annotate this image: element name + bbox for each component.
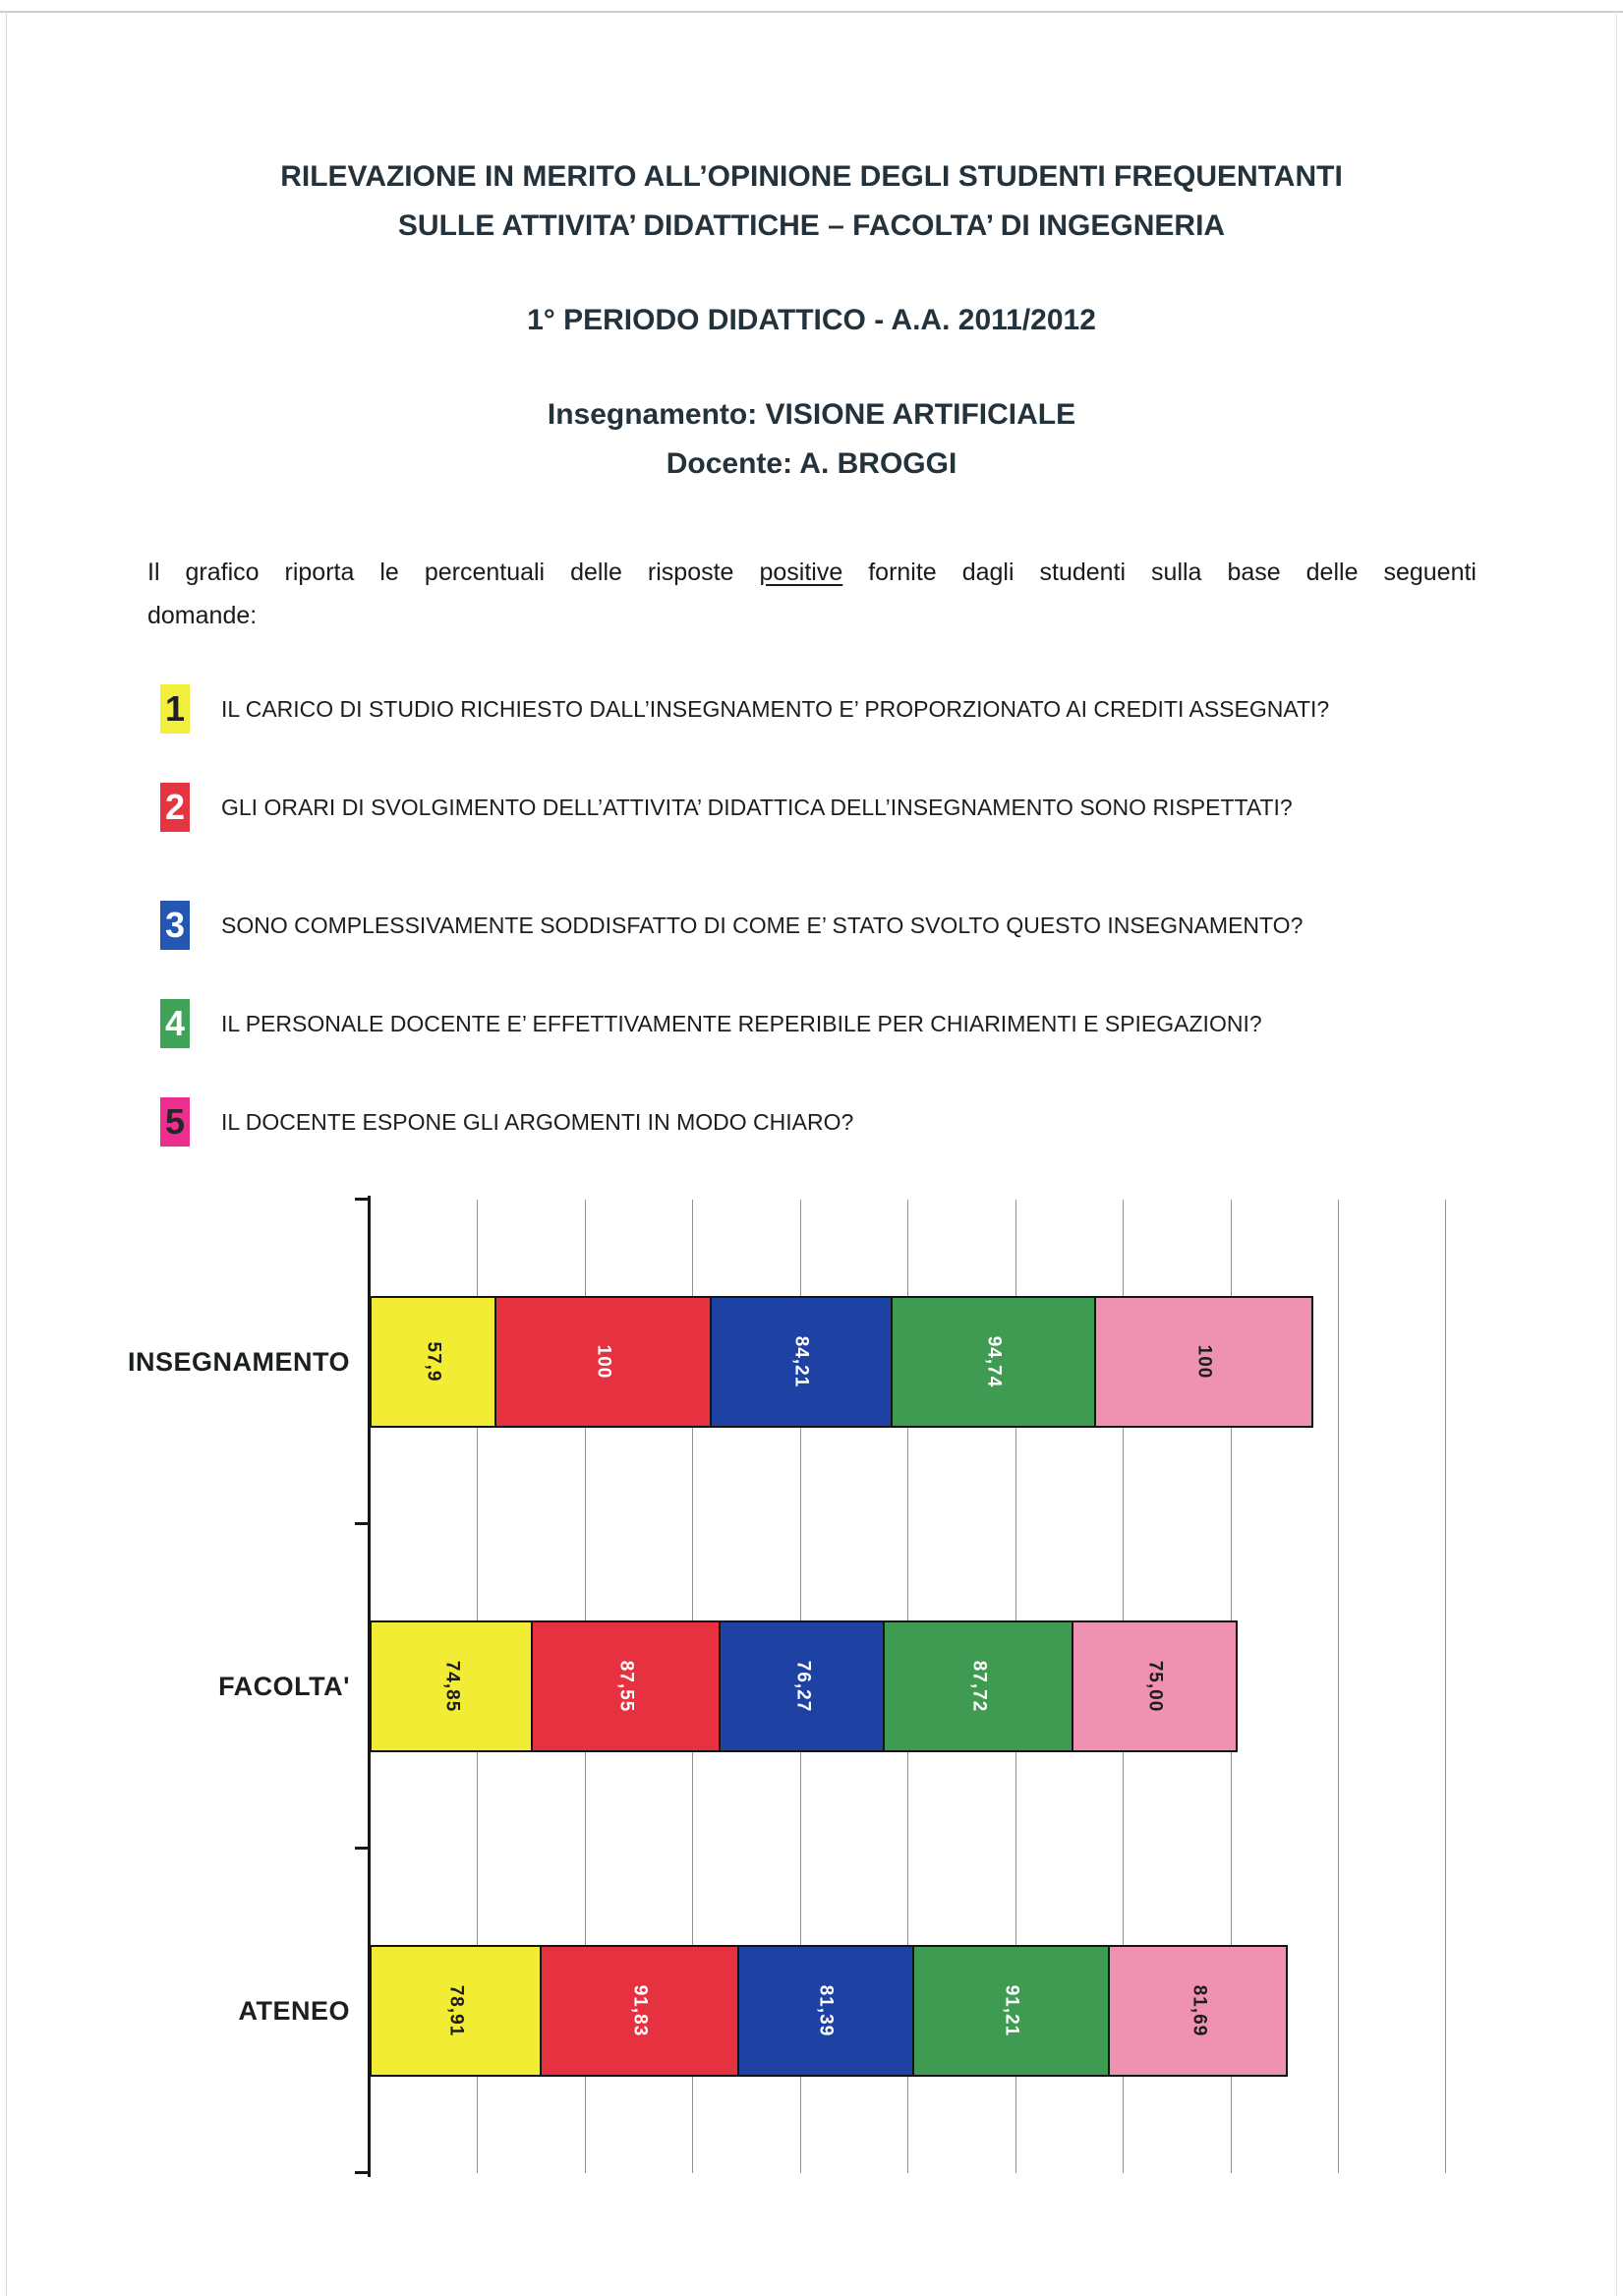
question-text-1: IL CARICO DI STUDIO RICHIESTO DALL’INSEGNAMENTO E’ PROPORZIONATO AI CREDITI ASSEGNATI? [221,695,1330,722]
bar-value-label: 87,72 [968,1660,990,1713]
bar-segment-ateneo-d4 [914,1947,1111,2075]
question-text-3: SONO COMPLESSIVAMENTE SODDISFATTO DI COME E’ STATO SVOLTO QUESTO INSEGNAMENTO? [221,912,1304,938]
bar-row-insegnamento [370,1296,1313,1428]
bar-segment-ateneo-d3 [739,1947,914,2075]
bar-segment-facolta-d4 [885,1622,1073,1750]
category-label-insegnamento: INSEGNAMENTO [127,1346,350,1377]
bar-value-label: 81,39 [815,1984,837,2037]
intro-line2: domande: [147,602,258,629]
intro-text-after: fornite dagli studenti sulla base delle seguenti [868,559,1477,586]
bar-segment-facolta-d2 [533,1622,722,1750]
bar-value-label: 100 [1193,1344,1215,1380]
chart-axis-tick [355,1847,370,1850]
bar-segment-facolta-d5 [1073,1622,1235,1750]
category-label-ateneo: ATENEO [238,1995,350,2026]
question-text-5: IL DOCENTE ESPONE GLI ARGOMENTI IN MODO CHIARO? [221,1108,854,1135]
chart-gridline [1445,1200,1446,2173]
chart-gridline [1338,1200,1339,2173]
bar-value-label: 75,00 [1144,1660,1166,1713]
bar-row-ateneo [370,1945,1288,2077]
bar-segment-ateneo-d1 [372,1947,542,2075]
bar-value-label: 76,27 [791,1660,813,1713]
bar-value-label: 81,69 [1188,1984,1209,2037]
category-label-facolta: FACOLTA' [218,1671,350,1701]
question-number-badge-5: 5 [160,1097,190,1147]
chart-axis-tick [355,2171,370,2174]
page-title-line2: SULLE ATTIVITA’ DIDATTICHE – FACOLTA’ DI INGEGNERIA [397,209,1226,242]
bar-segment-ateneo-d2 [542,1947,739,2075]
bar-segment-ateneo-d5 [1110,1947,1286,2075]
bar-value-label: 94,74 [983,1335,1005,1388]
bar-segment-facolta-d1 [372,1622,533,1750]
chart-axis-tick [355,1522,370,1525]
bar-value-label: 74,85 [440,1660,462,1713]
bar-value-label: 100 [593,1344,614,1380]
chart-axis-tick [355,1198,370,1201]
bar-segment-insegnamento-d2 [496,1298,712,1426]
bar-row-facolta [370,1620,1238,1752]
page-title-line1: RILEVAZIONE IN MERITO ALL’OPINIONE DEGLI STUDENTI FREQUENTANTI [280,160,1343,193]
bar-value-label: 84,21 [790,1335,812,1388]
teacher-heading: Docente: A. BROGGI [666,447,957,480]
period-heading: 1° PERIODO DIDATTICO - A.A. 2011/2012 [527,304,1096,336]
bar-value-label: 91,83 [629,1984,651,2037]
intro-underlined-word: positive [759,559,843,586]
bar-segment-insegnamento-d4 [893,1298,1096,1426]
bar-segment-insegnamento-d1 [372,1298,496,1426]
bar-segment-facolta-d3 [721,1622,885,1750]
bar-value-label: 87,55 [615,1660,637,1713]
bar-value-label: 91,21 [1001,1984,1022,2037]
intro-text: Il grafico riporta le percentuali delle risposte [147,559,734,586]
question-number-badge-4: 4 [160,999,190,1048]
bar-segment-insegnamento-d5 [1096,1298,1311,1426]
question-number-badge-3: 3 [160,901,190,950]
question-number-badge-1: 1 [160,684,190,734]
course-heading: Insegnamento: VISIONE ARTIFICIALE [547,398,1076,431]
bar-value-label: 57,9 [423,1341,444,1383]
question-text-4: IL PERSONALE DOCENTE E’ EFFETTIVAMENTE REPERIBILE PER CHIARIMENTI E SPIEGAZIONI? [221,1010,1262,1036]
bar-value-label: 78,91 [445,1984,467,2037]
question-number-badge-2: 2 [160,783,190,832]
bar-segment-insegnamento-d3 [712,1298,893,1426]
question-text-2: GLI ORARI DI SVOLGIMENTO DELL’ATTIVITA’ DIDATTICA DELL’INSEGNAMENTO SONO RISPETTATI? [221,794,1293,820]
